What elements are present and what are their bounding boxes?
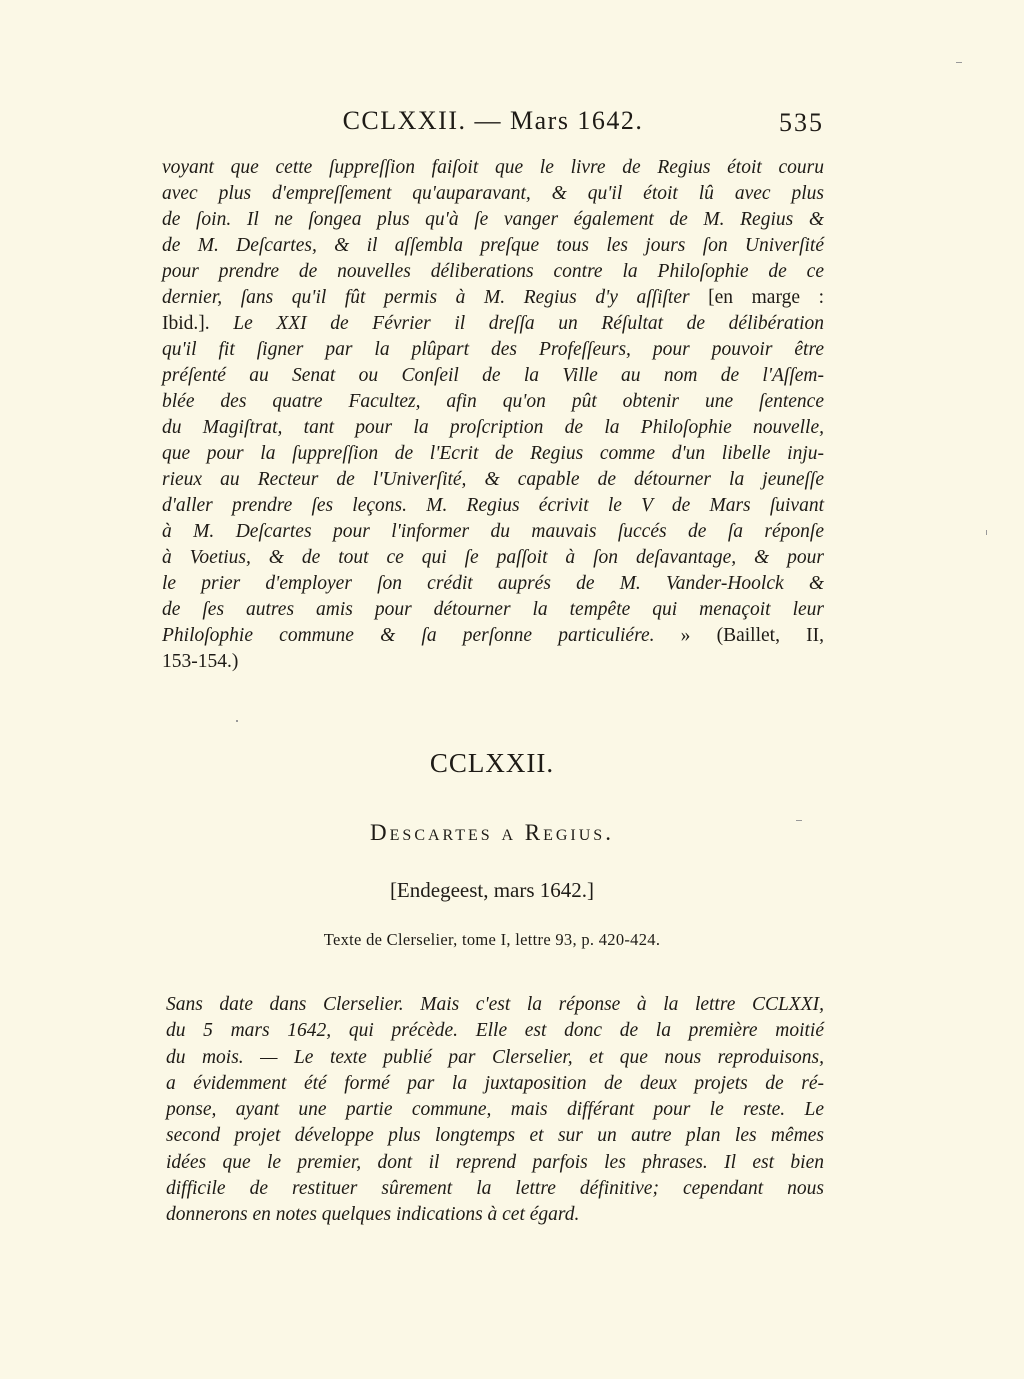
editorial-introduction <box>166 992 824 1229</box>
quotation-line: préſenté au Senat ou Conſeil de la Ville au nom de l'Aſſem- <box>162 365 824 386</box>
intro-line: difficile de restituer sûrement la lettre définitive; cependant nous <box>166 1178 824 1200</box>
quotation-line: que pour la ſuppreſſion de l'Ecrit de Regius comme d'un libelle inju- <box>162 443 824 464</box>
intro-line: second projet développe plus longtemps et sur un autre plan les mêmes <box>166 1125 824 1147</box>
marginal-note: [en marge : <box>708 287 824 308</box>
paper-speck <box>236 720 238 722</box>
intro-line: du mois. — Le texte publié par Clerselier, et que nous reproduisons, <box>166 1046 824 1068</box>
addressee-text: Descartes a Regius. <box>370 820 614 845</box>
quotation-line: d'aller prendre ſes leçons. M. Regius écrivit le V de Mars ſuivant <box>162 495 824 516</box>
intro-line: du 5 mars 1642, qui précède. Elle est donc de la première moitié <box>166 1020 824 1042</box>
ibid-reference: Ibid.]. <box>162 313 210 334</box>
quotation-line: de ſoin. Il ne ſongea plus qu'à ſe vanger également de M. Regius & <box>162 209 824 230</box>
letter-addressee <box>0 820 984 846</box>
quotation-line: qu'il fit ſigner par la plûpart des Profeſſeurs, pour pouvoir être <box>162 339 824 360</box>
paper-speck <box>986 530 987 535</box>
intro-line: Sans date dans Clerselier. Mais c'est la réponse à la lettre CCLXXI, <box>166 994 824 1015</box>
letter-number: CCLXXII. <box>429 748 555 778</box>
resultat-sentence: Le XXI de Février il dreſſa un Réſultat de délibération <box>233 313 824 334</box>
quotation-line: le prier d'employer ſon crédit auprés de M. Vander-Hoolck & <box>162 573 824 594</box>
quotation-line-with-ibid <box>162 311 824 337</box>
intro-line: a évidemment été formé par la juxtaposition de deux projets de ré- <box>166 1072 824 1094</box>
letter-place-date: [Endegeest, mars 1642.] <box>389 878 595 902</box>
quotation-line-text: dernier, ſans qu'il fût permis à M. Regius d'y aſſiſter <box>162 287 690 308</box>
quotation-line: à Voetius, & de tout ce qui ſe paſſoit à ſon deſavantage, & pour <box>162 547 824 568</box>
paper-speck <box>796 820 802 821</box>
quotation-line-with-citation <box>162 623 824 649</box>
quotation-line: voyant que cette ſuppreſſion faiſoit que le livre de Regius étoit couru <box>162 157 824 178</box>
baillet-citation: » (Baillet, II, <box>680 625 824 646</box>
quotation-line: rieux au Recteur de l'Univerſité, & capable de détourner la jeuneſſe <box>162 469 824 490</box>
intro-line: ponse, ayant une partie commune, mais différant pour le reste. Le <box>166 1099 824 1121</box>
page-number: 535 <box>779 108 824 137</box>
intro-line: donnerons en notes quelques indications à cet égard. <box>166 1204 580 1226</box>
paper-speck <box>956 62 962 63</box>
quotation-line: blée des quatre Facultez, afin qu'on pût obtenir une ſentence <box>162 391 824 412</box>
quotation-line: de M. Deſcartes, & il aſſembla preſque tous les jours ſon Univerſité <box>162 235 824 256</box>
quotation-line: pour prendre de nouvelles déliberations contre la Philoſophie de ce <box>162 261 824 282</box>
quotation-line: de ſes autres amis pour détourner la tempête qui menaçoit leur <box>162 599 824 620</box>
source-note: Texte de Clerselier, tome I, lettre 93, p. 420-424. <box>323 930 661 949</box>
citation-pages: 153-154.) <box>162 651 239 672</box>
intro-line: idées que le premier, dont il reprend parfois les phrases. Il est bien <box>166 1151 824 1173</box>
quotation-line-text: Philoſophie commune & ſa perſonne particuliére. <box>162 625 655 646</box>
quotation-line-with-margin-note <box>162 285 824 311</box>
running-title: CCLXXII. — Mars 1642. <box>342 106 644 135</box>
quotation-line: avec plus d'empreſſement qu'auparavant, & qu'il étoit lû avec plus <box>162 183 824 204</box>
quotation-line: du Magiſtrat, tant pour la proſcription de la Philoſophie nouvelle, <box>162 417 824 438</box>
baillet-quotation <box>162 155 824 675</box>
quotation-line: à M. Deſcartes pour l'informer du mauvais ſuccés de ſa réponſe <box>162 521 824 542</box>
running-head <box>162 106 824 142</box>
